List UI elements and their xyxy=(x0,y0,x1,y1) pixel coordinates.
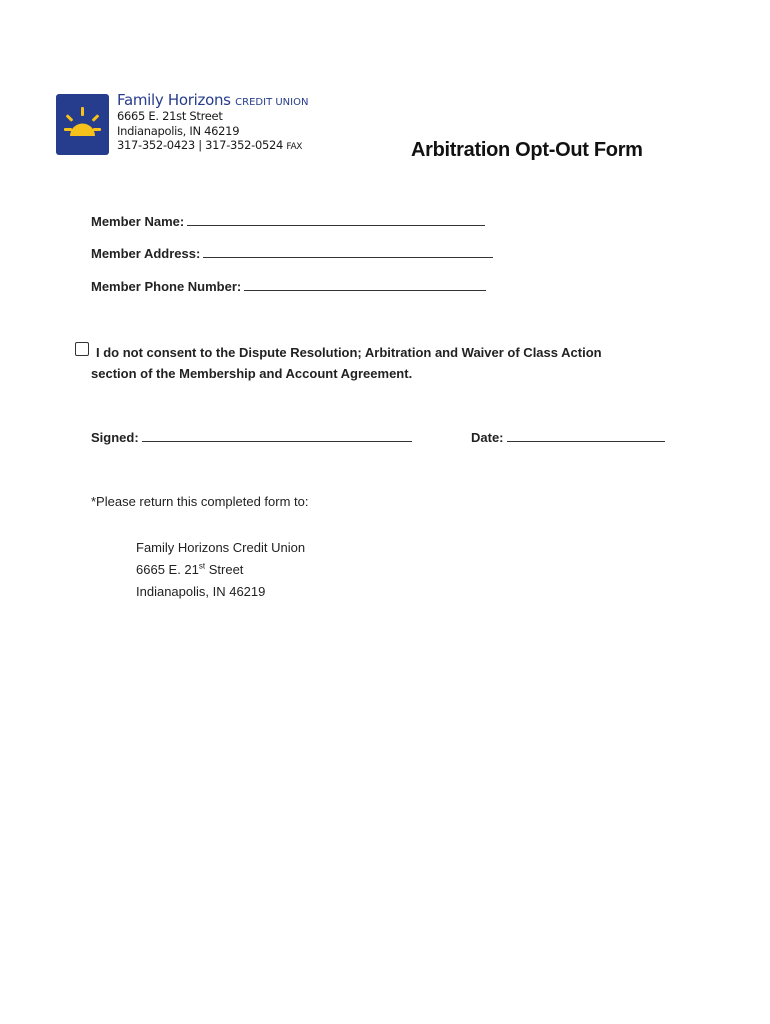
member-name-field[interactable] xyxy=(91,213,485,229)
member-name-label: Member Name: xyxy=(91,214,185,229)
member-address-label: Member Address: xyxy=(91,246,201,261)
consent-statement xyxy=(75,342,695,384)
org-name: Family Horizons CREDIT UNION xyxy=(117,91,309,109)
signed-field[interactable] xyxy=(91,429,412,445)
consent-line-1: I do not consent to the Dispute Resolution; Arbitration and Waiver of Class Action xyxy=(96,345,602,360)
date-label: Date: xyxy=(471,430,504,445)
return-instructions: *Please return this completed form to: xyxy=(91,494,309,509)
return-address xyxy=(136,537,305,603)
member-address-line[interactable] xyxy=(203,245,493,258)
member-name-line[interactable] xyxy=(187,213,485,226)
member-address-field[interactable] xyxy=(91,245,493,261)
consent-line-2: section of the Membership and Account Agreement. xyxy=(91,366,413,381)
member-phone-label: Member Phone Number: xyxy=(91,279,242,294)
org-address-line2: Indianapolis, IN 46219 xyxy=(117,123,240,138)
sun-icon xyxy=(56,94,109,155)
date-field[interactable] xyxy=(471,429,665,445)
return-address-line1: Family Horizons Credit Union xyxy=(136,540,306,555)
org-address-line1: 6665 E. 21st Street xyxy=(117,109,223,123)
org-phones: 317-352-0423 | 317-352-0524 FAX xyxy=(117,138,303,152)
org-contact-block xyxy=(117,93,308,152)
member-phone-line[interactable] xyxy=(244,278,486,291)
logo xyxy=(56,94,109,155)
consent-checkbox[interactable] xyxy=(75,342,89,356)
return-address-line3: Indianapolis, IN 46219 xyxy=(136,584,266,599)
return-address-line2: 6665 E. 21st Street xyxy=(136,561,244,577)
page-title: Arbitration Opt-Out Form xyxy=(411,139,643,161)
signed-line[interactable] xyxy=(142,429,412,442)
member-phone-field[interactable] xyxy=(91,278,486,294)
date-line[interactable] xyxy=(507,429,665,442)
signed-label: Signed: xyxy=(91,430,139,445)
